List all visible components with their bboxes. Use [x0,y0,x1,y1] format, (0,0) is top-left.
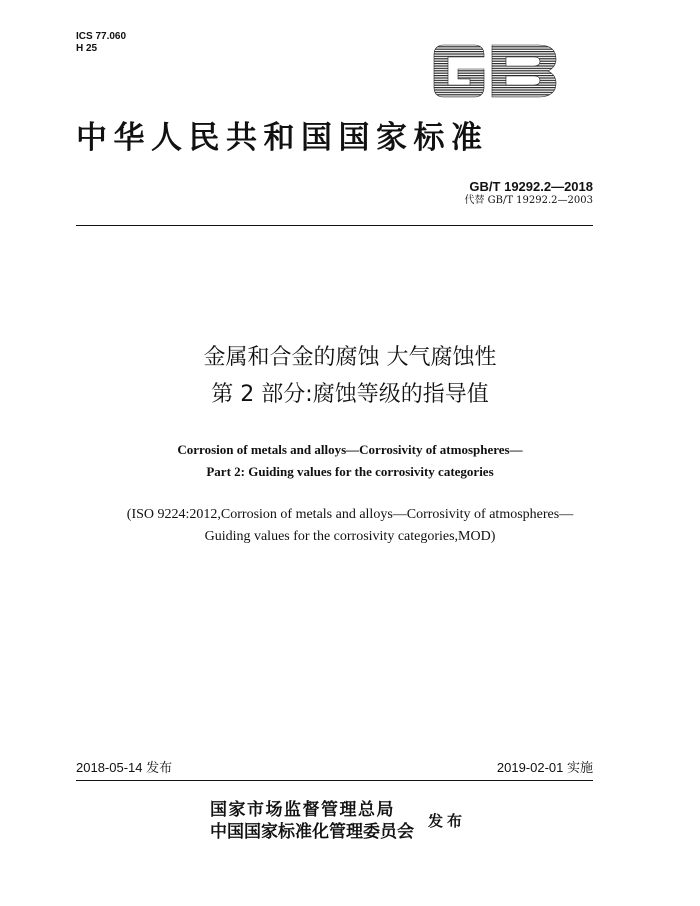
gb-logo-icon [430,39,560,103]
title-en-line1: Corrosion of metals and alloys—Corrosivity of atmospheres— [177,442,523,457]
publisher-line1: 国家市场监督管理总局 [210,800,395,820]
standard-number: GB/T 19292.2—2018 [469,179,593,194]
classification-codes [76,31,126,55]
title-cn-line2: 第 2 部分:腐蚀等级的指导值 [211,382,489,407]
publish-label: 发布 [428,812,467,830]
org-title: 中华人民共和国国家标准 [76,120,489,156]
publisher-line2: 中国国家标准化管理委员会 [210,822,414,842]
ccs-code: H 25 [76,43,98,54]
top-divider [76,225,593,226]
ics-code: ICS 77.060 [76,31,127,42]
iso-reference-line2: Guiding values for the corrosivity categories,MOD) [204,529,496,544]
bottom-divider [76,780,593,781]
replaces-standard: 代替 GB/T 19292.2—2003 [464,195,593,206]
title-cn-line1: 金属和合金的腐蚀 大气腐蚀性 [203,345,497,370]
iso-reference-line1: (ISO 9224:2012,Corrosion of metals and alloys—Corrosivity of atmospheres— [126,507,574,522]
effective-date: 2019-02-01 实施 [496,760,593,775]
issue-date: 2018-05-14 发布 [76,760,173,775]
title-en-line2: Part 2: Guiding values for the corrosivity categories [206,464,494,479]
